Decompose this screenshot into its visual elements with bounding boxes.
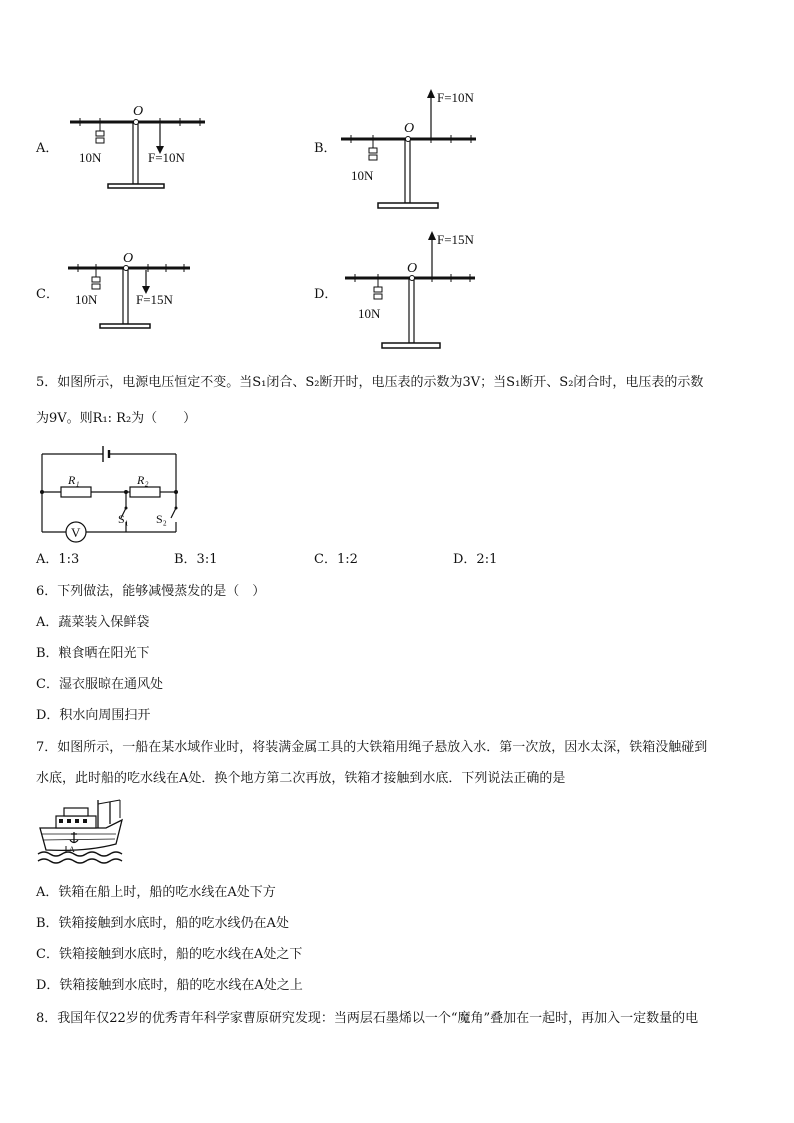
pivot-label-d: O [407, 261, 418, 276]
q5-option-a: A．1:3 [36, 552, 80, 567]
option-c-label: C． [36, 287, 59, 302]
q7-option-d: D．铁箱接触到水底时，船的吃水线在A处之上 [36, 978, 303, 993]
q7-option-c: C．铁箱接触到水底时，船的吃水线在A处之下 [36, 947, 303, 962]
option-a-label: A． [36, 141, 59, 156]
option-b-label: B． [314, 141, 337, 156]
weight-label-c: 10N [75, 292, 98, 307]
q6-option-b: B．粮食晒在阳光下 [36, 646, 150, 661]
s2-label: S₂ [156, 512, 167, 526]
pivot-label-a: O [133, 104, 144, 119]
q6-option-c: C．湿衣服晾在通风处 [36, 677, 163, 692]
force-label-d: F=15N [437, 232, 474, 247]
lever-figure-b [336, 86, 506, 216]
lever-figure-c [60, 250, 210, 330]
force-label-c: F=15N [136, 292, 173, 307]
q7-option-b: B．铁箱接触到水底时，船的吃水线仍在A处 [36, 916, 289, 931]
q5-option-b: B．3:1 [174, 552, 218, 567]
s1-label: S₁ [118, 512, 129, 526]
q5-option-c: C．1:2 [314, 552, 358, 567]
weight-label-b: 10N [351, 168, 374, 183]
r1-label: R₁ [68, 473, 80, 487]
weight-label-a: 10N [79, 150, 102, 165]
pivot-label-b: O [404, 121, 415, 136]
q5-stem-line1: 5．如图所示，电源电压恒定不变。当S₁闭合、S₂断开时，电压表的示数为3V；当S₁断开、S₂闭合时，电压表的示数 [36, 375, 704, 390]
waterline-mark-a: A [69, 845, 75, 854]
q6-stem: 6．下列做法，能够减慢蒸发的是（ ） [36, 584, 266, 599]
q5-option-d: D．2:1 [453, 552, 498, 567]
ship-illustration [36, 798, 128, 868]
lever-figure-d [340, 228, 510, 354]
option-d-label: D． [314, 287, 338, 302]
r2-label: R₂ [137, 473, 149, 487]
q6-option-a: A．蔬菜装入保鲜袋 [36, 615, 150, 630]
q6-option-d: D．积水向周围扫开 [36, 708, 151, 723]
weight-label-d: 10N [358, 306, 381, 321]
force-label-a: F=10N [148, 150, 185, 165]
q5-stem-line2: 为9V。则R₁: R₂为（ ） [36, 411, 197, 426]
q7-option-a: A．铁箱在船上时，船的吃水线在A处下方 [36, 885, 276, 900]
q8-stem-line1: 8．我国年仅22岁的优秀青年科学家曹原研究发现：当两层石墨烯以一个“魔角”叠加在一起时，再加入一定数量的电 [36, 1011, 699, 1026]
voltmeter-label: V [71, 525, 81, 540]
circuit-diagram [36, 442, 186, 546]
pivot-label-c: O [123, 251, 134, 266]
lever-figure-a [60, 98, 210, 190]
q7-stem-line1: 7．如图所示，一船在某水域作业时，将装满金属工具的大铁箱用绳子悬放入水．第一次放，因水太深，铁箱没触碰到 [36, 740, 708, 755]
force-label-b: F=10N [437, 90, 474, 105]
q7-stem-line2: 水底，此时船的吃水线在A处．换个地方第二次再放，铁箱才接触到水底．下列说法正确的是 [36, 771, 566, 786]
